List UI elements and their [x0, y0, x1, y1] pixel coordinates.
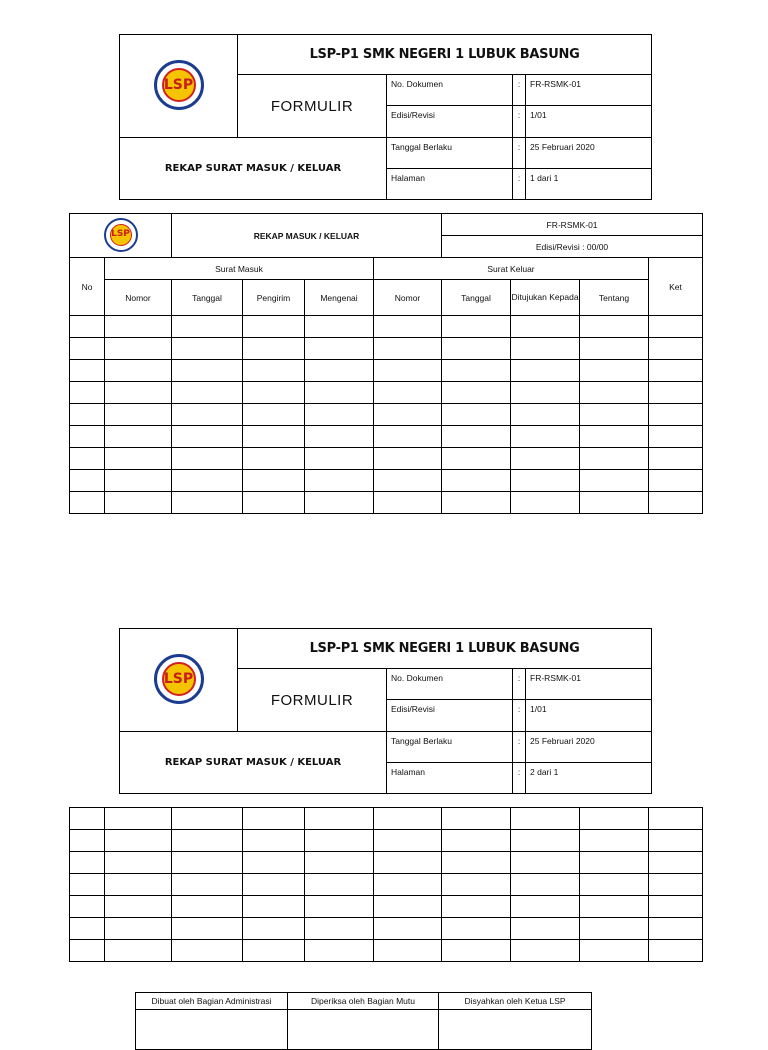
edition: Edisi/Revisi : 00/00	[442, 236, 703, 258]
col-header: Tentang	[580, 280, 649, 316]
table-cell	[105, 338, 172, 360]
table-row	[70, 360, 703, 382]
table-row	[70, 830, 703, 852]
table-cell	[105, 918, 172, 940]
table-cell	[305, 808, 374, 830]
table-row	[70, 426, 703, 448]
table-row	[70, 448, 703, 470]
table-cell	[511, 874, 580, 896]
signature-label: Diperiksa oleh Bagian Mutu	[288, 993, 439, 1010]
table-cell	[105, 808, 172, 830]
table-cell	[305, 852, 374, 874]
table-cell	[442, 360, 511, 382]
meta-label: Halaman	[387, 763, 513, 794]
meta-label: Halaman	[387, 169, 513, 200]
table-cell	[374, 830, 442, 852]
lsp-logo-cell	[70, 214, 172, 258]
lsp-logo-icon: LSP	[152, 654, 206, 704]
table-cell	[649, 918, 703, 940]
table-cell	[511, 470, 580, 492]
table-cell	[243, 874, 305, 896]
document-name: REKAP SURAT MASUK / KELUAR	[120, 732, 387, 794]
table-cell	[374, 426, 442, 448]
table-cell	[70, 404, 105, 426]
table-cell	[442, 918, 511, 940]
table-cell	[305, 404, 374, 426]
table-cell	[511, 830, 580, 852]
lsp-logo-cell	[120, 629, 238, 732]
table-cell	[305, 918, 374, 940]
doc-code: FR-RSMK-01	[442, 214, 703, 236]
table-cell	[580, 808, 649, 830]
col-header: Tanggal	[442, 280, 511, 316]
table-cell	[105, 852, 172, 874]
table-cell	[580, 852, 649, 874]
table-cell	[305, 830, 374, 852]
table-row	[70, 918, 703, 940]
table-cell	[172, 830, 243, 852]
table-cell	[105, 940, 172, 962]
table-cell	[70, 338, 105, 360]
table-cell	[70, 382, 105, 404]
meta-colon: :	[513, 138, 526, 169]
document-header-top	[119, 34, 652, 200]
table-cell	[243, 470, 305, 492]
meta-colon: :	[513, 106, 526, 138]
table-row	[70, 874, 703, 896]
table-cell	[305, 492, 374, 514]
lsp-logo-cell	[120, 35, 238, 138]
table-cell	[305, 874, 374, 896]
table-cell	[374, 338, 442, 360]
table-cell	[70, 940, 105, 962]
table-cell	[374, 808, 442, 830]
table-cell	[243, 448, 305, 470]
signature-label: Disyahkan oleh Ketua LSP	[439, 993, 592, 1010]
table-cell	[172, 852, 243, 874]
meta-value: 25 Februari 2020	[526, 732, 652, 763]
table-cell	[172, 918, 243, 940]
table-cell	[649, 360, 703, 382]
meta-value: 25 Februari 2020	[526, 138, 652, 169]
table-cell	[305, 470, 374, 492]
table-cell	[442, 316, 511, 338]
table-row	[70, 338, 703, 360]
table-cell	[442, 940, 511, 962]
table-cell	[70, 808, 105, 830]
table-cell	[70, 470, 105, 492]
table-cell	[105, 470, 172, 492]
meta-colon: :	[513, 700, 526, 732]
table-cell	[243, 830, 305, 852]
table-cell	[442, 338, 511, 360]
table-cell	[243, 492, 305, 514]
table-cell	[70, 874, 105, 896]
table-cell	[172, 940, 243, 962]
table-cell	[70, 830, 105, 852]
table-cell	[511, 426, 580, 448]
table-cell	[374, 316, 442, 338]
table-cell	[70, 896, 105, 918]
table-cell	[649, 896, 703, 918]
table-cell	[442, 382, 511, 404]
table-cell	[70, 852, 105, 874]
table-cell	[442, 830, 511, 852]
signature-table	[135, 992, 592, 1050]
table-cell	[374, 382, 442, 404]
table-cell	[374, 874, 442, 896]
table-cell	[511, 448, 580, 470]
recap-table	[69, 213, 703, 514]
table-cell	[580, 470, 649, 492]
col-ket: Ket	[649, 258, 703, 316]
table-cell	[374, 896, 442, 918]
table-cell	[580, 896, 649, 918]
table-cell	[580, 382, 649, 404]
meta-colon: :	[513, 169, 526, 200]
table-row	[70, 404, 703, 426]
table-cell	[70, 360, 105, 382]
table-cell	[649, 940, 703, 962]
table-cell	[649, 404, 703, 426]
table-cell	[511, 382, 580, 404]
table-cell	[172, 316, 243, 338]
meta-label: Tanggal Berlaku	[387, 138, 513, 169]
table-cell	[580, 492, 649, 514]
meta-label: Edisi/Revisi	[387, 700, 513, 732]
table-cell	[374, 404, 442, 426]
table-cell	[172, 426, 243, 448]
table-row	[70, 316, 703, 338]
table-cell	[511, 808, 580, 830]
table-cell	[70, 448, 105, 470]
table-cell	[580, 918, 649, 940]
table-cell	[172, 874, 243, 896]
table-cell	[649, 316, 703, 338]
meta-colon: :	[513, 669, 526, 700]
signature-box	[439, 1010, 592, 1050]
table-row	[70, 382, 703, 404]
table-cell	[305, 360, 374, 382]
table-cell	[105, 448, 172, 470]
table-cell	[105, 830, 172, 852]
table-cell	[511, 852, 580, 874]
table-cell	[511, 316, 580, 338]
table-cell	[580, 404, 649, 426]
table-cell	[649, 448, 703, 470]
group-surat-keluar: Surat Keluar	[374, 258, 649, 280]
recap-title: REKAP MASUK / KELUAR	[172, 214, 442, 258]
table-cell	[172, 360, 243, 382]
lsp-logo-icon: LSP	[103, 218, 139, 252]
table-cell	[305, 940, 374, 962]
table-cell	[70, 918, 105, 940]
table-cell	[511, 338, 580, 360]
table-cell	[442, 426, 511, 448]
table-cell	[649, 338, 703, 360]
table-cell	[172, 470, 243, 492]
meta-label: No. Dokumen	[387, 669, 513, 700]
table-cell	[105, 492, 172, 514]
table-cell	[374, 492, 442, 514]
table-row	[70, 808, 703, 830]
table-cell	[580, 316, 649, 338]
col-no: No	[70, 258, 105, 316]
table-cell	[243, 316, 305, 338]
meta-label: No. Dokumen	[387, 75, 513, 106]
table-cell	[511, 896, 580, 918]
table-cell	[649, 470, 703, 492]
table-cell	[105, 426, 172, 448]
formulir-label: FORMULIR	[238, 669, 387, 732]
lsp-logo-icon: LSP	[152, 60, 206, 110]
table-cell	[374, 852, 442, 874]
table-cell	[442, 404, 511, 426]
table-cell	[442, 852, 511, 874]
col-header: Ditujukan Kepada	[511, 280, 580, 316]
table-cell	[374, 470, 442, 492]
table-cell	[172, 448, 243, 470]
table-cell	[511, 918, 580, 940]
col-header: Mengenai	[305, 280, 374, 316]
table-cell	[172, 382, 243, 404]
meta-colon: :	[513, 732, 526, 763]
col-header: Nomor	[105, 280, 172, 316]
table-cell	[580, 360, 649, 382]
table-cell	[580, 338, 649, 360]
group-surat-masuk: Surat Masuk	[105, 258, 374, 280]
table-cell	[511, 492, 580, 514]
table-row	[70, 492, 703, 514]
table-cell	[649, 830, 703, 852]
table-cell	[442, 448, 511, 470]
meta-label: Tanggal Berlaku	[387, 732, 513, 763]
table-cell	[649, 874, 703, 896]
table-cell	[511, 940, 580, 962]
table-row	[70, 470, 703, 492]
table-cell	[243, 896, 305, 918]
table-cell	[243, 918, 305, 940]
table-cell	[70, 426, 105, 448]
table-cell	[649, 382, 703, 404]
table-cell	[105, 896, 172, 918]
table-cell	[649, 852, 703, 874]
signature-box	[288, 1010, 439, 1050]
table-cell	[105, 404, 172, 426]
meta-value: 2 dari 1	[526, 763, 652, 794]
table-cell	[511, 404, 580, 426]
table-cell	[374, 360, 442, 382]
table-cell	[243, 852, 305, 874]
table-cell	[442, 492, 511, 514]
meta-value: FR-RSMK-01	[526, 669, 652, 700]
table-cell	[305, 382, 374, 404]
table-cell	[442, 896, 511, 918]
meta-value: 1/01	[526, 700, 652, 732]
col-header: Pengirim	[243, 280, 305, 316]
table-cell	[243, 338, 305, 360]
table-cell	[172, 492, 243, 514]
table-cell	[172, 404, 243, 426]
table-cell	[442, 808, 511, 830]
table-cell	[105, 316, 172, 338]
table-cell	[305, 338, 374, 360]
table-cell	[243, 382, 305, 404]
table-cell	[511, 360, 580, 382]
table-cell	[305, 316, 374, 338]
document-header-bottom	[119, 628, 652, 794]
table-cell	[305, 448, 374, 470]
table-cell	[243, 360, 305, 382]
table-cell	[374, 918, 442, 940]
table-cell	[580, 830, 649, 852]
institution-title: LSP-P1 SMK NEGERI 1 LUBUK BASUNG	[238, 629, 652, 669]
table-cell	[649, 492, 703, 514]
table-cell	[70, 316, 105, 338]
meta-value: 1 dari 1	[526, 169, 652, 200]
table-cell	[580, 448, 649, 470]
meta-value: 1/01	[526, 106, 652, 138]
table-cell	[243, 426, 305, 448]
col-header: Nomor	[374, 280, 442, 316]
signature-label: Dibuat oleh Bagian Administrasi	[136, 993, 288, 1010]
table-cell	[172, 338, 243, 360]
table-cell	[374, 940, 442, 962]
table-cell	[442, 874, 511, 896]
table-cell	[105, 874, 172, 896]
meta-colon: :	[513, 75, 526, 106]
table-cell	[374, 448, 442, 470]
meta-value: FR-RSMK-01	[526, 75, 652, 106]
meta-label: Edisi/Revisi	[387, 106, 513, 138]
table-cell	[105, 360, 172, 382]
document-name: REKAP SURAT MASUK / KELUAR	[120, 138, 387, 200]
formulir-label: FORMULIR	[238, 75, 387, 138]
table-cell	[172, 808, 243, 830]
table-cell	[442, 470, 511, 492]
col-header: Tanggal	[172, 280, 243, 316]
table-row	[70, 852, 703, 874]
table-cell	[305, 426, 374, 448]
table-cell	[172, 896, 243, 918]
institution-title: LSP-P1 SMK NEGERI 1 LUBUK BASUNG	[238, 35, 652, 75]
table-cell	[649, 808, 703, 830]
table-cell	[243, 808, 305, 830]
table-cell	[305, 896, 374, 918]
table-cell	[105, 382, 172, 404]
table-cell	[243, 940, 305, 962]
table-cell	[243, 404, 305, 426]
table-row	[70, 896, 703, 918]
table-cell	[580, 426, 649, 448]
table-row	[70, 940, 703, 962]
table-cell	[70, 492, 105, 514]
recap-table-continued	[69, 807, 703, 962]
table-cell	[649, 426, 703, 448]
signature-box	[136, 1010, 288, 1050]
table-cell	[580, 874, 649, 896]
table-cell	[580, 940, 649, 962]
meta-colon: :	[513, 763, 526, 794]
